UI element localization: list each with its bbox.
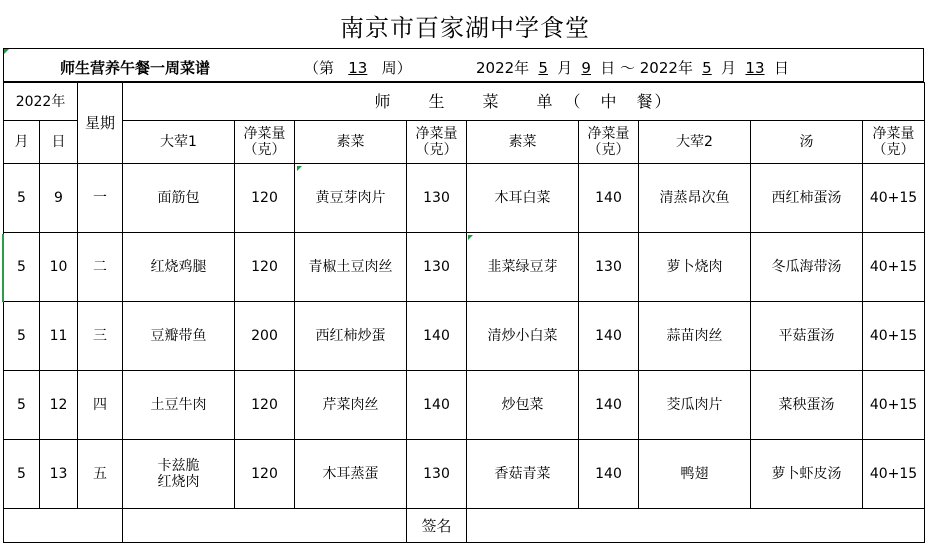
start-day-char: 日 <box>600 59 616 77</box>
row-soup: 菜秧蛋汤 <box>751 371 863 440</box>
row-weekday: 五 <box>78 440 123 509</box>
row-weight2: 130 <box>407 233 467 302</box>
row-veg2: 清炒小白菜 <box>467 302 579 371</box>
sign-field[interactable] <box>467 509 925 543</box>
row-weight2: 140 <box>407 302 467 371</box>
row-month: 5 <box>4 440 40 509</box>
row-weekday: 四 <box>78 371 123 440</box>
row-veg1: 木耳蒸蛋 <box>295 440 407 509</box>
row-weight1: 120 <box>235 233 295 302</box>
week-prefix: （第 <box>304 59 335 77</box>
row-weight2: 130 <box>407 440 467 509</box>
row-weight4: 40+15 <box>863 302 925 371</box>
start-year: 2022年 <box>476 59 530 77</box>
header-col-meat2: 大荤2 <box>639 121 751 164</box>
header-col-weight3: 净菜量（克） <box>579 121 639 164</box>
row-weekday: 三 <box>78 302 123 371</box>
row-weight3: 140 <box>579 302 639 371</box>
row-weekday: 二 <box>78 233 123 302</box>
row-weight4: 40+15 <box>863 164 925 233</box>
header-col-weight4: 净菜量（克） <box>863 121 925 164</box>
footer-blank-left <box>4 509 123 543</box>
footer-row <box>4 509 925 543</box>
end-year: 2022年 <box>639 59 693 77</box>
row-soup: 平菇蛋汤 <box>751 302 863 371</box>
row-weight1: 120 <box>235 371 295 440</box>
menu-name: 师生营养午餐一周菜谱 <box>60 59 211 77</box>
cell-marker-icon <box>297 166 302 171</box>
header-year: 2022年 <box>4 83 78 121</box>
start-month: 5 <box>538 59 548 77</box>
end-month: 5 <box>702 59 712 77</box>
row-weight3: 140 <box>579 440 639 509</box>
row-month: 5 <box>4 233 40 302</box>
row-day: 12 <box>40 371 78 440</box>
range-tilde: ～ <box>615 59 640 77</box>
row-meat2: 清蒸昂次鱼 <box>639 164 751 233</box>
row-veg1: 芹菜肉丝 <box>295 371 407 440</box>
table-row <box>4 164 925 233</box>
page-title: 南京市百家湖中学食堂 <box>340 14 590 42</box>
row-veg2: 香菇青菜 <box>467 440 579 509</box>
header-month: 月 <box>4 121 40 164</box>
row-weight1: 120 <box>235 440 295 509</box>
week-label <box>304 57 412 78</box>
row-veg2: 炒包菜 <box>467 371 579 440</box>
header-weekday: 星期 <box>78 83 123 164</box>
row-day: 13 <box>40 440 78 509</box>
row-soup: 萝卜虾皮汤 <box>751 440 863 509</box>
week-number: 13 <box>348 59 368 77</box>
header-menu-title: 师 生 菜 单 （ 中 餐） <box>123 83 925 121</box>
row-weight4: 40+15 <box>863 233 925 302</box>
row-veg2: 木耳白菜 <box>467 164 579 233</box>
table-row <box>4 233 925 302</box>
start-day: 9 <box>581 59 591 77</box>
row-meat2: 蒜苗肉丝 <box>639 302 751 371</box>
end-day: 13 <box>745 59 765 77</box>
row-veg1: 西红柿炒蛋 <box>295 302 407 371</box>
sign-label: 签名 <box>407 509 467 543</box>
row-weight4: 40+15 <box>863 371 925 440</box>
row-weight3: 130 <box>579 233 639 302</box>
row-meat1: 土豆牛肉 <box>123 371 235 440</box>
row-meat2: 茭瓜肉片 <box>639 371 751 440</box>
week-suffix: 周） <box>381 59 412 77</box>
header-col-veg2: 素菜 <box>467 121 579 164</box>
row-weight3: 140 <box>579 371 639 440</box>
row-selection-edge <box>2 234 4 302</box>
row-veg2: 韭菜绿豆芽 <box>467 233 579 302</box>
table-row <box>4 440 925 509</box>
header-col-meat1: 大荤1 <box>123 121 235 164</box>
date-range <box>476 57 789 78</box>
header-row-2 <box>4 121 925 164</box>
footer-blank-mid <box>123 509 407 543</box>
cell-marker-icon <box>4 49 9 54</box>
header-col-weight2: 净菜量（克） <box>407 121 467 164</box>
row-weight3: 140 <box>579 164 639 233</box>
header-col-weight1: 净菜量（克） <box>235 121 295 164</box>
row-weight2: 140 <box>407 371 467 440</box>
header-day: 日 <box>40 121 78 164</box>
row-soup: 西红柿蛋汤 <box>751 164 863 233</box>
row-month: 5 <box>4 371 40 440</box>
start-month-char: 月 <box>557 59 573 77</box>
row-meat2: 萝卜烧肉 <box>639 233 751 302</box>
row-month: 5 <box>4 302 40 371</box>
row-weekday: 一 <box>78 164 123 233</box>
row-meat1: 红烧鸡腿 <box>123 233 235 302</box>
end-month-char: 月 <box>720 59 736 77</box>
menu-table <box>3 82 925 543</box>
row-month: 5 <box>4 164 40 233</box>
row-meat1: 豆瓣带鱼 <box>123 302 235 371</box>
row-meat1: 面筋包 <box>123 164 235 233</box>
row-weight2: 130 <box>407 164 467 233</box>
row-day: 9 <box>40 164 78 233</box>
header-col-soup: 汤 <box>751 121 863 164</box>
row-meat2: 鸭翅 <box>639 440 751 509</box>
row-weight1: 120 <box>235 164 295 233</box>
table-row <box>4 371 925 440</box>
row-weight1: 200 <box>235 302 295 371</box>
end-day-char: 日 <box>773 59 789 77</box>
header-col-veg1: 素菜 <box>295 121 407 164</box>
header-row-1 <box>4 83 925 121</box>
row-veg1: 黄豆芽肉片 <box>295 164 407 233</box>
row-meat1: 卡兹脆 红烧肉 <box>123 440 235 509</box>
subtitle-row <box>3 48 924 82</box>
row-day: 11 <box>40 302 78 371</box>
row-veg1: 青椒土豆肉丝 <box>295 233 407 302</box>
row-soup: 冬瓜海带汤 <box>751 233 863 302</box>
table-row <box>4 302 925 371</box>
cell-marker-icon <box>468 235 473 240</box>
row-weight4: 40+15 <box>863 440 925 509</box>
row-day: 10 <box>40 233 78 302</box>
